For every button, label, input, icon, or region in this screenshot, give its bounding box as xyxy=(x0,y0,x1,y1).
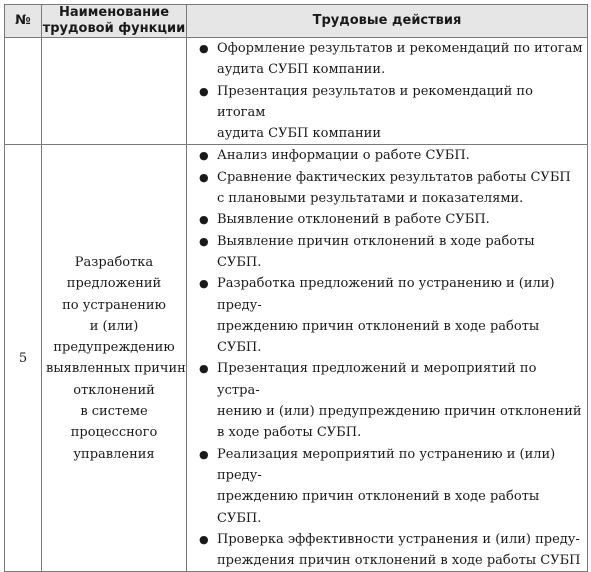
bullet-icon: ● xyxy=(199,170,209,184)
row-function-cell xyxy=(42,145,187,572)
action-text: аудита СУБП компании. xyxy=(217,62,386,78)
action-text: Реализация мероприятий по устранению и (или) преду- xyxy=(217,446,556,483)
function-line: и (или) xyxy=(89,318,139,334)
action-text: Выявление причин отклонений в ходе работы СУБП. xyxy=(217,233,535,270)
function-line: выявленных причин xyxy=(46,361,186,377)
function-line: управления xyxy=(73,446,155,462)
header-function: Наименование трудовой функции xyxy=(42,5,186,36)
bullet-icon: ● xyxy=(199,447,209,461)
action-text: Разработка предложений по устранению и (или) преду- xyxy=(217,276,555,313)
function-lines xyxy=(46,252,186,465)
bullet-icon: ● xyxy=(199,84,209,98)
function-line: в системе xyxy=(80,404,148,420)
table-header-row xyxy=(5,5,588,38)
list-item xyxy=(187,231,587,274)
list-item xyxy=(187,273,587,358)
row-function-cell xyxy=(42,38,187,145)
header-num: № xyxy=(5,5,42,38)
action-text: Презентация предложений и мероприятий по устра- xyxy=(217,361,537,398)
action-text: Выявление отклонений в работе СУБП. xyxy=(217,212,490,228)
function-line: по устранению xyxy=(62,297,166,313)
header-actions: Трудовые действия xyxy=(187,5,588,38)
action-text: в ходе работы СУБП. xyxy=(217,425,362,441)
bullet-icon: ● xyxy=(199,532,209,546)
list-item xyxy=(187,209,587,230)
action-text: преждения причин отклонений в ходе работы СУБП xyxy=(217,553,581,569)
function-line: процессного xyxy=(70,425,158,441)
bullet-icon: ● xyxy=(199,213,209,227)
list-item xyxy=(187,38,587,81)
table-row xyxy=(5,145,588,572)
function-line: предложений xyxy=(66,276,162,292)
actions-list xyxy=(187,38,587,144)
action-text: Оформление результатов и рекомендаций по итогам xyxy=(217,41,583,56)
function-line: отклонений xyxy=(73,382,155,398)
table-row xyxy=(5,38,588,145)
action-text: Сравнение фактических результатов работы СУБП xyxy=(217,169,571,185)
action-text: аудита СУБП компании xyxy=(217,126,381,142)
bullet-icon: ● xyxy=(199,277,209,291)
function-line: предупреждению xyxy=(53,340,175,356)
bullet-icon: ● xyxy=(199,234,209,248)
action-text: Анализ информации о работе СУБП. xyxy=(217,148,470,164)
function-line: Разработка xyxy=(74,254,154,270)
list-item xyxy=(187,145,587,166)
row-actions-cell xyxy=(187,38,588,145)
list-item xyxy=(187,444,587,529)
list-item xyxy=(187,81,587,145)
action-text: с плановыми результатами и показателями. xyxy=(217,191,524,207)
action-text: нению и (или) предупреждению причин отклонений xyxy=(217,404,582,420)
list-item xyxy=(187,167,587,210)
action-text: Презентация результатов и рекомендаций по итогам xyxy=(217,83,533,120)
row-actions-cell xyxy=(187,145,588,572)
bullet-icon: ● xyxy=(199,42,209,55)
labor-functions-table xyxy=(4,4,588,572)
bullet-icon: ● xyxy=(199,149,209,163)
bullet-icon: ● xyxy=(199,362,209,376)
action-text: преждению причин отклонений в ходе работы СУБП. xyxy=(217,489,540,526)
action-text: Проверка эффективности устранения и (или) преду- xyxy=(217,531,580,547)
list-item xyxy=(187,358,587,443)
row-num-cell xyxy=(5,38,42,145)
action-text: преждению причин отклонений в ходе работы СУБП. xyxy=(217,318,540,356)
row-num-cell: 5 xyxy=(5,145,42,572)
actions-list xyxy=(187,145,587,571)
list-item xyxy=(187,529,587,572)
